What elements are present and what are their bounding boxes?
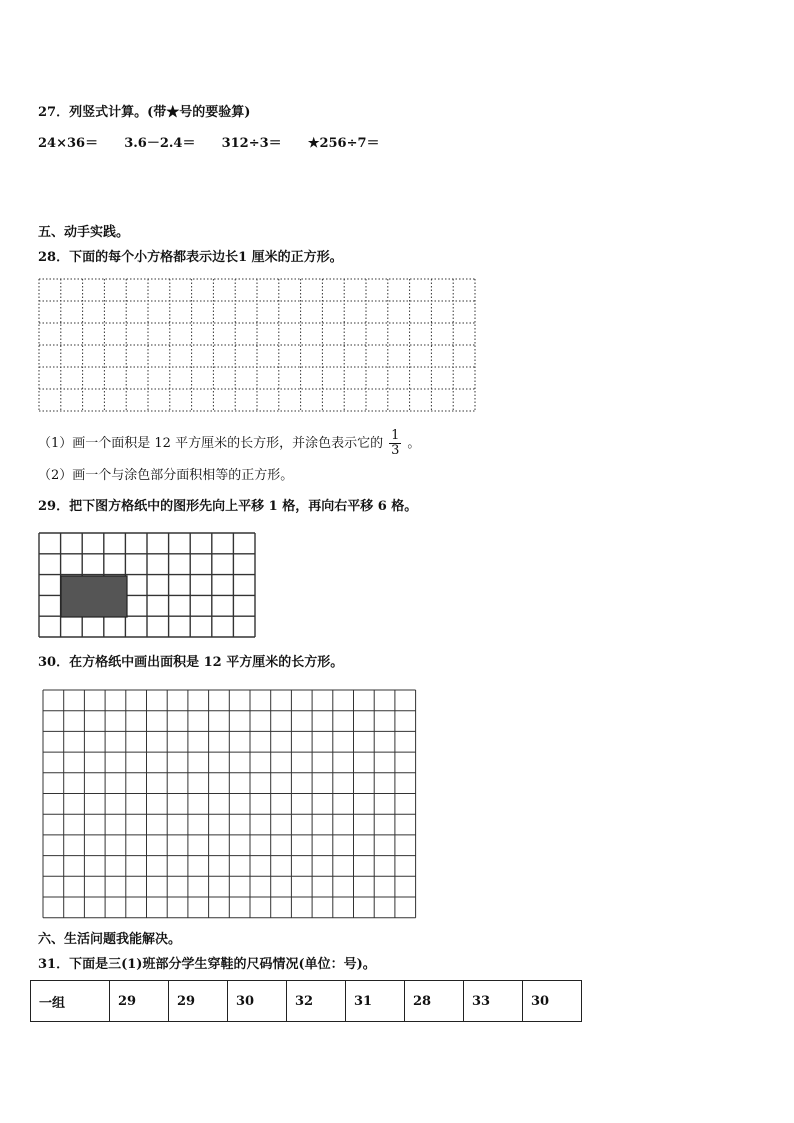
q29-grid (38, 532, 260, 638)
table-cell: 29 (110, 981, 169, 1022)
q27-title: 27．列竖式计算。(带★号的要验算) (38, 105, 251, 120)
table-cell: 28 (405, 981, 464, 1022)
table-cell: 30 (228, 981, 287, 1022)
shoe-size-table (30, 980, 582, 1022)
calc-item-2: 3.6－2.4＝ (124, 136, 196, 151)
q28-part2: （2）画一个与涂色部分面积相等的正方形。 (38, 468, 294, 483)
shaded-rectangle (61, 576, 127, 617)
table-row (31, 981, 582, 1022)
row-label-cell: 一组 (31, 981, 110, 1022)
q29-title: 29．把下图方格纸中的图形先向上平移 1 格，再向右平移 6 格。 (38, 499, 418, 514)
table-cell: 33 (464, 981, 523, 1022)
calc-item-4: ★256÷7＝ (307, 136, 380, 151)
fraction-one-third (389, 429, 401, 458)
calc-item-1: 24×36＝ (38, 136, 99, 151)
table-cell: 31 (346, 981, 405, 1022)
q28-part1 (38, 424, 420, 464)
q30-title: 30．在方格纸中画出面积是 12 平方厘米的长方形。 (38, 655, 344, 670)
calc-item-3: 312÷3＝ (221, 136, 282, 151)
table-cell: 29 (169, 981, 228, 1022)
q28-title: 28．下面的每个小方格都表示边长1 厘米的正方形。 (38, 250, 343, 265)
section5-heading: 五、动手实践。 (38, 225, 130, 240)
table-cell: 32 (287, 981, 346, 1022)
q28-part1-end: 。 (407, 436, 421, 451)
q31-title: 31．下面是三(1)班部分学生穿鞋的尺码情况(单位：号)。 (38, 957, 376, 972)
fraction-denominator: 3 (391, 443, 400, 458)
q27-calculations (38, 135, 402, 153)
section6-heading: 六、生活问题我能解决。 (38, 932, 182, 947)
fraction-numerator: 1 (391, 428, 400, 443)
q28-part1-text: （1）画一个面积是 12 平方厘米的长方形，并涂色表示它的 (38, 436, 384, 451)
q30-grid (42, 689, 418, 921)
q28-dotted-grid (38, 278, 478, 413)
table-cell: 30 (523, 981, 582, 1022)
